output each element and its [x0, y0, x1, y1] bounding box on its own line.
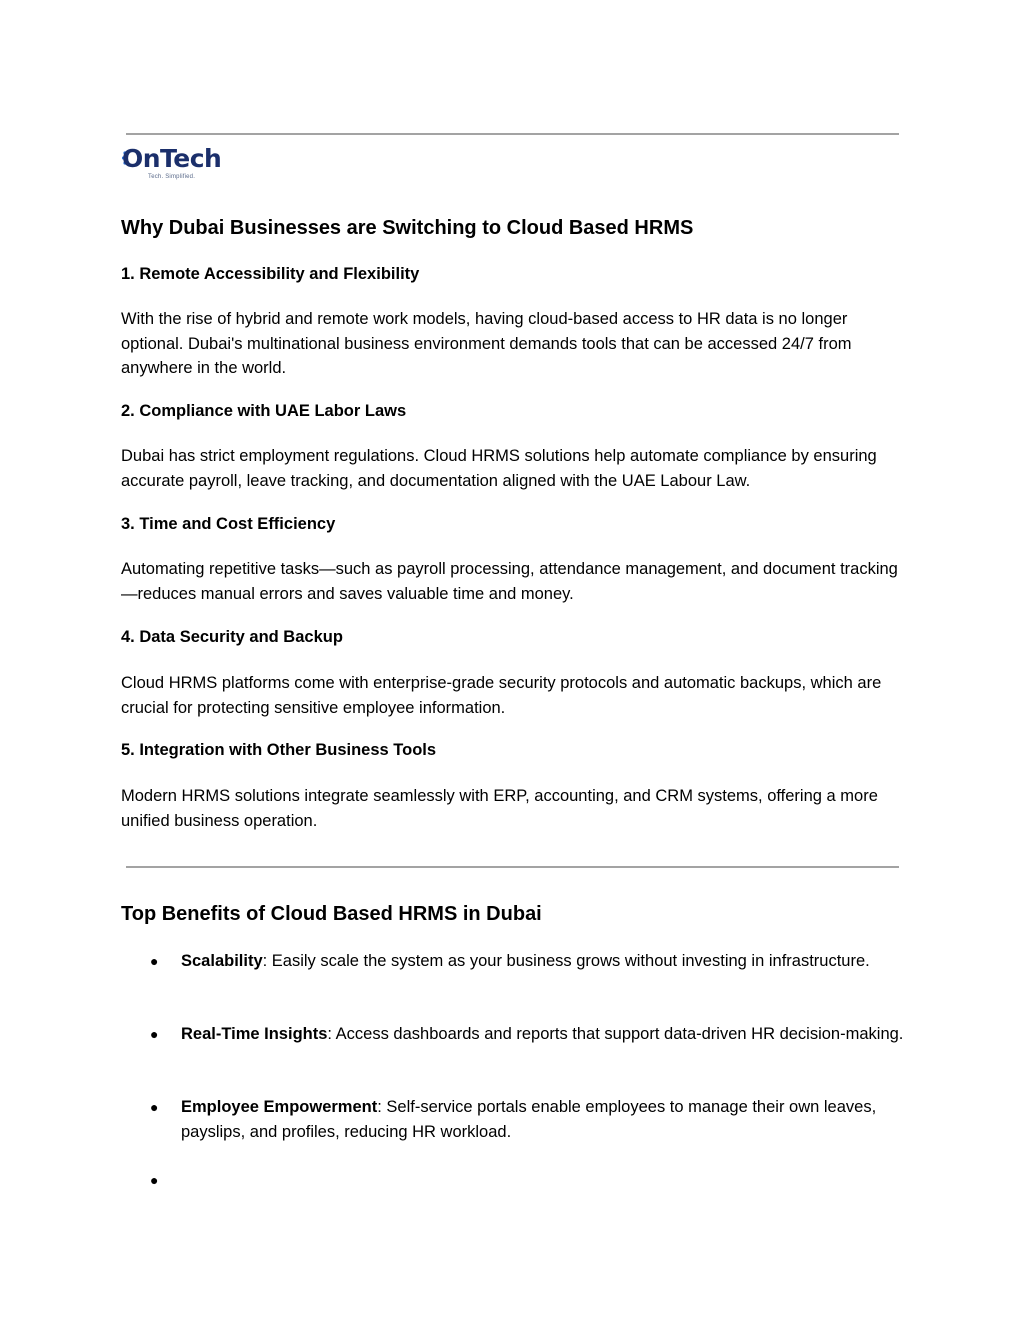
item4-heading: 4. Data Security and Backup	[121, 628, 343, 646]
bullet-icon: ●	[150, 1172, 159, 1188]
top-divider	[126, 133, 899, 135]
item3-heading: 3. Time and Cost Efficiency	[121, 515, 336, 533]
benefit-desc: : Self-service portals enable employees to manage their own leaves, payslips, and profiles, reducing HR workload.	[181, 1098, 877, 1141]
item1-heading: 1. Remote Accessibility and Flexibility	[121, 265, 420, 283]
logo-wordmark: OnTech	[122, 144, 222, 173]
bullet-icon: ●	[150, 1026, 159, 1042]
benefit-term: Scalability	[181, 952, 263, 970]
item3-body: Automating repetitive tasks—such as payroll processing, attendance management, and document tracking—reduces manual errors and saves valuable time and money.	[121, 560, 898, 603]
item5-heading: 5. Integration with Other Business Tools	[121, 741, 437, 759]
section1-title: Why Dubai Businesses are Switching to Cloud Based HRMS	[121, 217, 694, 239]
item4-body: Cloud HRMS platforms come with enterprise-grade security protocols and automatic backups, which are crucial for protecting sensitive employee information.	[121, 674, 882, 717]
benefit-desc: : Access dashboards and reports that support data-driven HR decision-making.	[327, 1025, 904, 1043]
benefit-term: Real-Time Insights	[181, 1025, 328, 1043]
middle-divider	[126, 866, 899, 868]
item2-heading: 2. Compliance with UAE Labor Laws	[121, 402, 407, 420]
item5-body: Modern HRMS solutions integrate seamlessly with ERP, accounting, and CRM systems, offering a more unified business operation.	[121, 787, 878, 830]
ontech-logo	[122, 144, 232, 186]
benefit-term: Employee Empowerment	[181, 1098, 378, 1116]
bullet-icon: ●	[150, 1099, 159, 1115]
item1-body: With the rise of hybrid and remote work models, having cloud-based access to HR data is no longer optional. Dubai's multinational business environment demands tools that can be accessed 24/7 from anywhere in the world.	[121, 310, 852, 377]
item2-body: Dubai has strict employment regulations. Cloud HRMS solutions help automate compliance by ensuring accurate payroll, leave tracking, and documentation aligned with the UAE Labour Law.	[121, 447, 877, 490]
logo-tagline: Tech. Simplified.	[148, 174, 196, 180]
bullet-icon: ●	[150, 953, 159, 969]
section2-title: Top Benefits of Cloud Based HRMS in Dubai	[121, 903, 542, 925]
benefit-desc: : Easily scale the system as your business grows without investing in infrastructure.	[262, 952, 870, 970]
